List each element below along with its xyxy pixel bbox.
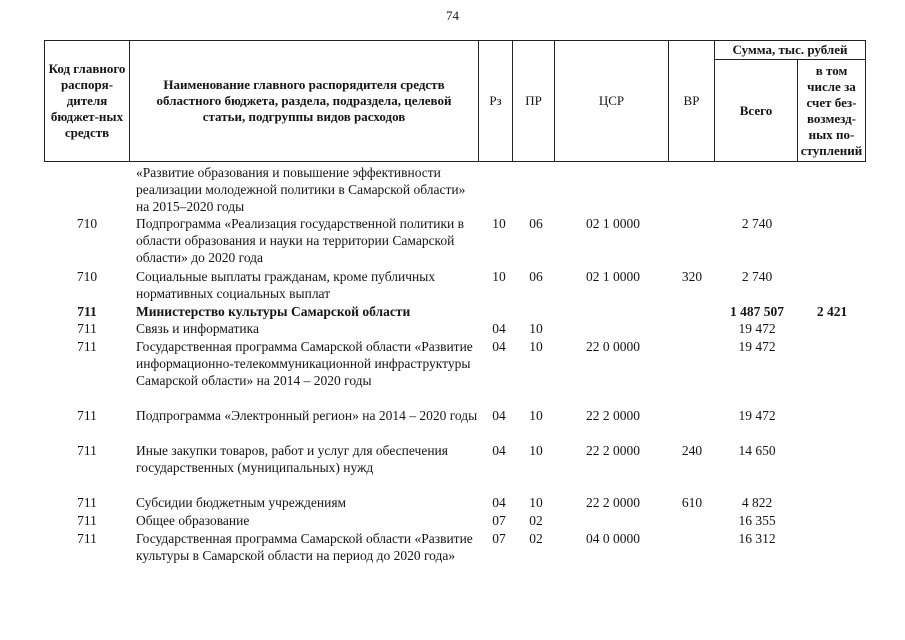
row-total: 1 487 507	[730, 304, 784, 319]
row-csr: 02 1 0000	[586, 269, 640, 284]
row-total: 2 740	[741, 269, 773, 284]
row-rz: 04	[492, 495, 506, 510]
row-pr: 10	[529, 408, 543, 423]
row-pr: 02	[529, 531, 543, 546]
row-pr: 06	[529, 216, 543, 231]
row-csr: 22 2 0000	[586, 443, 640, 458]
row-name: Общее образование	[136, 513, 250, 528]
row-total: 2 740	[741, 216, 773, 231]
row-total: 4 822	[741, 495, 773, 510]
row-csr: 22 2 0000	[586, 408, 640, 423]
row-name: Социальные выплаты гражданам, кроме публичных нормативных социальных выплат	[136, 269, 436, 301]
row-total: 19 472	[738, 408, 776, 423]
row-code: 711	[77, 495, 97, 510]
row-name: Государственная программа Самарской области «Развитие культуры в Самарской области на период до 2020 года»	[136, 531, 473, 563]
row-code: 711	[77, 304, 97, 319]
row-name: Министерство культуры Самарской области	[136, 304, 411, 319]
row-total: 14 650	[738, 443, 776, 458]
row-rz: 07	[492, 531, 506, 546]
header-name: Наименование главного распорядителя средств областного бюджета, раздела, подраздела, целевой статьи, подгруппы видов расходов	[129, 40, 479, 162]
row-vr: 240	[681, 443, 703, 458]
row-rz: 04	[492, 321, 506, 336]
row-vr: 320	[681, 269, 703, 284]
header-vr: ВР	[668, 40, 715, 162]
row-csr: 04 0 0000	[586, 531, 640, 546]
row-vr: 610	[681, 495, 703, 510]
row-code: 711	[77, 408, 97, 423]
row-name: Государственная программа Самарской области «Развитие информационно-телекоммуникационной инфраструктуры Самарской области» на 2014 – 2020 годы	[136, 339, 473, 388]
row-pr: 10	[529, 495, 543, 510]
header-csr: ЦСР	[554, 40, 669, 162]
header-pr: ПР	[512, 40, 555, 162]
row-code: 711	[77, 339, 97, 354]
row-total: 19 472	[738, 321, 776, 336]
row-rz: 04	[492, 408, 506, 423]
row-code: 711	[77, 321, 97, 336]
row-name: Иные закупки товаров, работ и услуг для обеспечения государственных (муниципальных) нужд	[136, 443, 448, 475]
row-total: 16 312	[738, 531, 776, 546]
row-free: 2 421	[816, 304, 848, 319]
row-pr: 10	[529, 443, 543, 458]
row-name: Связь и информатика	[136, 321, 259, 336]
row-name: «Развитие образования и повышение эффективности реализации молодежной политики в Самарской области» на 2015–2020 годы	[136, 165, 466, 214]
header-free: в том числе за счет без-возмезд-ных по-ступлений	[797, 59, 866, 162]
row-total: 19 472	[738, 339, 776, 354]
row-csr: 02 1 0000	[586, 216, 640, 231]
row-rz: 10	[492, 269, 506, 284]
row-code: 710	[76, 216, 98, 231]
row-csr: 22 0 0000	[586, 339, 640, 354]
row-code: 711	[77, 443, 97, 458]
row-code: 711	[77, 513, 97, 528]
row-pr: 10	[529, 339, 543, 354]
row-total: 16 355	[738, 513, 776, 528]
page-number: 74	[446, 8, 459, 23]
row-rz: 07	[492, 513, 506, 528]
row-pr: 06	[529, 269, 543, 284]
row-code: 711	[77, 531, 97, 546]
row-name: Подпрограмма «Реализация государственной политики в области образования и науки на территории Самарской области» до 2020 года	[136, 216, 465, 265]
row-rz: 04	[492, 339, 506, 354]
header-total: Всего	[714, 59, 798, 162]
row-code: 710	[76, 269, 98, 284]
row-rz: 10	[492, 216, 506, 231]
row-pr: 10	[529, 321, 543, 336]
header-sum: Сумма, тыс. рублей	[714, 40, 866, 60]
row-name: Подпрограмма «Электронный регион» на 2014 – 2020 годы	[136, 408, 478, 423]
row-name: Субсидии бюджетным учреждениям	[136, 495, 347, 510]
row-pr: 02	[529, 513, 543, 528]
header-code: Код главного распоря-дителя бюджет-ных средств	[44, 40, 130, 162]
row-rz: 04	[492, 443, 506, 458]
row-csr: 22 2 0000	[586, 495, 640, 510]
header-rz: Рз	[478, 40, 513, 162]
